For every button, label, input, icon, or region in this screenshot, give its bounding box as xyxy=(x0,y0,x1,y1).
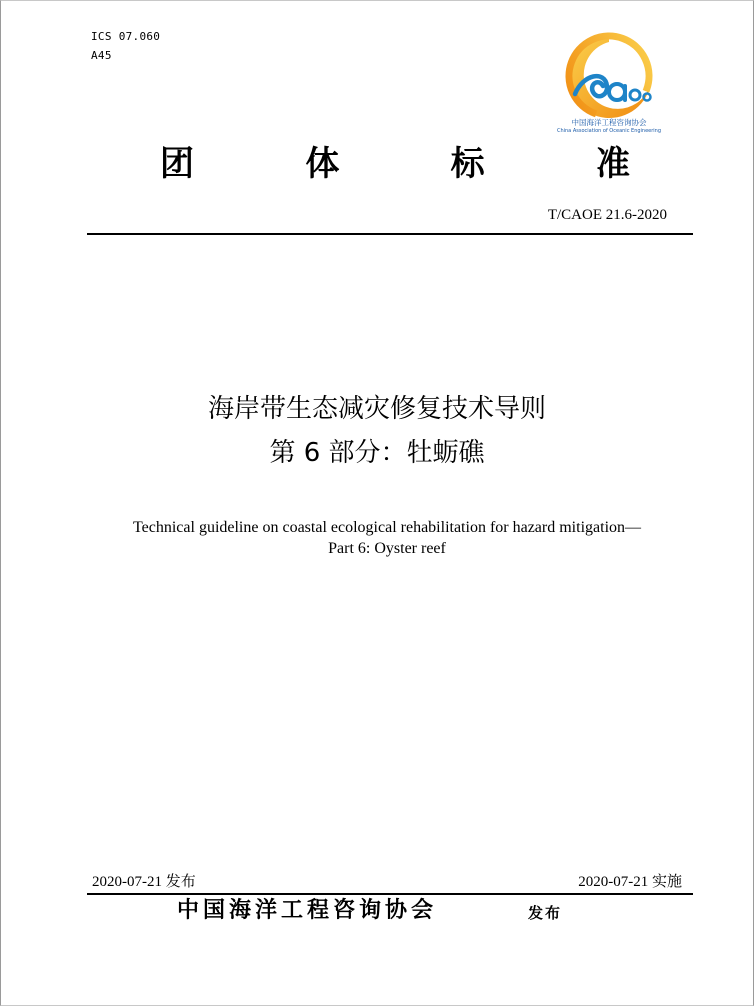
logo-org-name-cn: 中国海洋工程咨询协会 xyxy=(571,118,647,127)
implement-date: 2020-07-21 实施 xyxy=(578,874,682,890)
title-cn-line2: 第 6 部分：牡蛎礁 xyxy=(269,438,485,468)
classification-code: A45 xyxy=(91,49,112,62)
standard-number: T/CAOE 21.6-2020 xyxy=(547,207,667,223)
standard-type-char: 团 xyxy=(160,144,194,184)
issue-date: 2020-07-21 发布 xyxy=(92,874,196,890)
footer-divider xyxy=(87,893,693,895)
standard-type-char: 标 xyxy=(450,144,485,184)
standard-type-char: 体 xyxy=(305,144,340,184)
title-cn-line1: 海岸带生态减灾修复技术导则 xyxy=(207,394,546,424)
publisher-name: 中国海洋工程咨询协会 xyxy=(177,898,438,923)
title-en-line1: Technical guideline on coastal ecological rehabilitation for hazard mitigation— xyxy=(132,519,642,536)
publisher-suffix: 发布 xyxy=(528,904,563,922)
logo-org-name-en: China Association of Oceanic Engineering xyxy=(556,128,662,134)
standard-type-heading xyxy=(160,140,630,188)
header-divider xyxy=(87,233,693,235)
title-en-line2: Part 6: Oyster reef xyxy=(328,540,446,557)
standard-type-char: 准 xyxy=(595,144,630,184)
ics-code: ICS 07.060 xyxy=(91,30,161,43)
